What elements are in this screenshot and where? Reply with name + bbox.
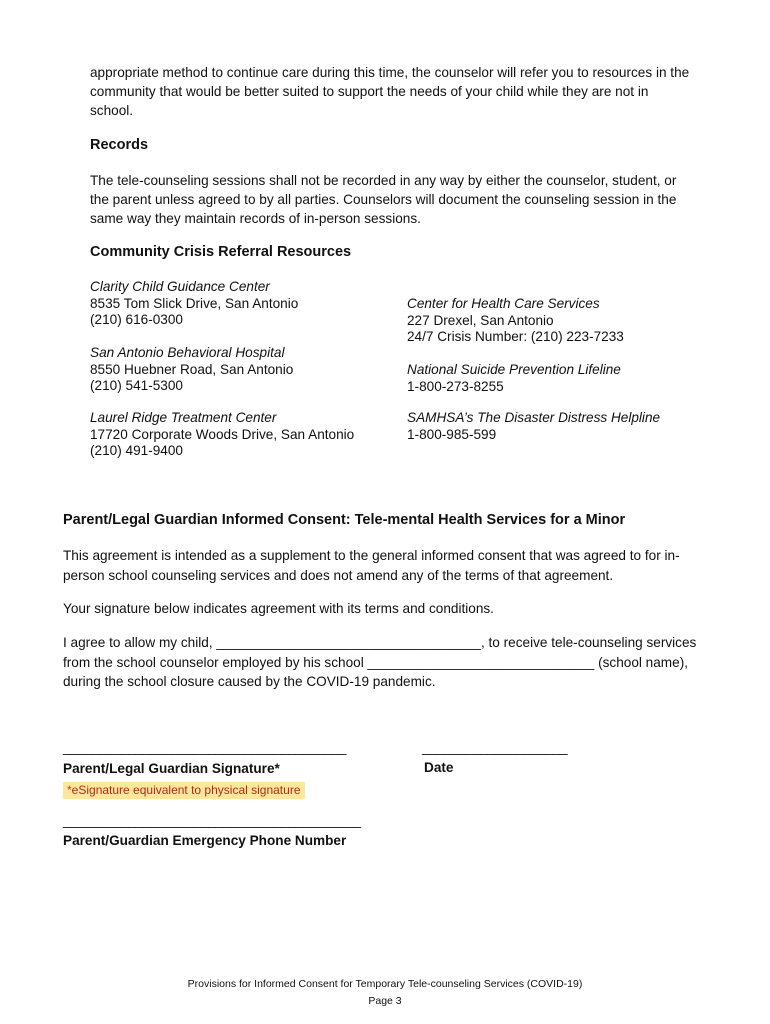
consent-paragraph-3: I agree to allow my child, ___________________________________, to receive tele-counseling services from the school counselor employed by his school ______________________________ (school name), during the school closure caused by the COVID-19 pandemic. (63, 635, 697, 689)
resource-name: Laurel Ridge Treatment Center (90, 410, 277, 425)
intro-paragraph: appropriate method to continue care during this time, the counselor will refer you to resources in the community that would be better suited to support the needs of your child while they are not in school. (90, 65, 690, 118)
resource-name: National Suicide Prevention Lifeline (407, 362, 621, 377)
esignature-note (63, 781, 305, 799)
resource-name: SAMHSA’s The Disaster Distress Helpline (407, 410, 661, 425)
crisis-heading: Community Crisis Referral Resources (90, 244, 352, 260)
resource-samhsa (407, 410, 660, 443)
page-number: Page 3 (368, 995, 402, 1007)
resource-address: 17720 Corporate Woods Drive, San Antonio (90, 426, 355, 442)
resource-laurel-ridge (90, 410, 354, 460)
resource-address: 227 Drexel, San Antonio (407, 312, 554, 328)
phone-line[interactable]: _________________________________________ (63, 813, 361, 828)
resource-address: 8550 Huebner Road, San Antonio (90, 361, 294, 377)
resource-phone: (210) 616-0300 (90, 312, 183, 327)
consent-paragraph-2: Your signature below indicates agreement with its terms and conditions. (63, 601, 494, 616)
records-heading: Records (90, 137, 149, 153)
resource-phone: (210) 491-9400 (90, 443, 183, 458)
esignature-star: * (67, 783, 72, 797)
date-label: Date (424, 760, 454, 775)
resource-name: Center for Health Care Services (407, 296, 600, 311)
resource-phone: 1-800-273-8255 (407, 378, 504, 394)
phone-label: Parent/Guardian Emergency Phone Number (63, 833, 347, 848)
page-footer (0, 976, 770, 1010)
footer-title: Provisions for Informed Consent for Temporary Tele-counseling Services (COVID-19) (187, 978, 583, 990)
esignature-note-text: eSignature equivalent to physical signature (71, 783, 301, 797)
resource-name: San Antonio Behavioral Hospital (90, 345, 285, 360)
resource-chcs (407, 296, 624, 346)
signature-label: Parent/Legal Guardian Signature* (63, 761, 280, 776)
resource-address: 8535 Tom Slick Drive, San Antonio (90, 295, 299, 311)
resource-phone: 24/7 Crisis Number: (210) 223-7233 (407, 329, 624, 344)
consent-heading: Parent/Legal Guardian Informed Consent: Tele-mental Health Services for a Minor (63, 512, 626, 528)
resource-name: Clarity Child Guidance Center (90, 279, 270, 294)
signature-line[interactable]: _______________________________________ (63, 740, 347, 755)
resource-clarity (90, 279, 298, 329)
resource-phone: (210) 541-5300 (90, 378, 183, 393)
date-line[interactable]: ____________________ (422, 740, 568, 755)
records-body: The tele-counseling sessions shall not be recorded in any way by either the counselor, student, or the parent unless agreed to by all parties. Counselors will document the counseling session in the same way they maintain records of in-person sessions. (90, 173, 677, 226)
resource-phone: 1-800-985-599 (407, 426, 497, 442)
consent-paragraph-1: This agreement is intended as a supplement to the general informed consent that was agreed to for in-person school counseling services and does not amend any of the terms of that agreement. (63, 548, 680, 583)
resource-sabh (90, 345, 293, 395)
resource-suicide-lifeline (407, 362, 621, 395)
